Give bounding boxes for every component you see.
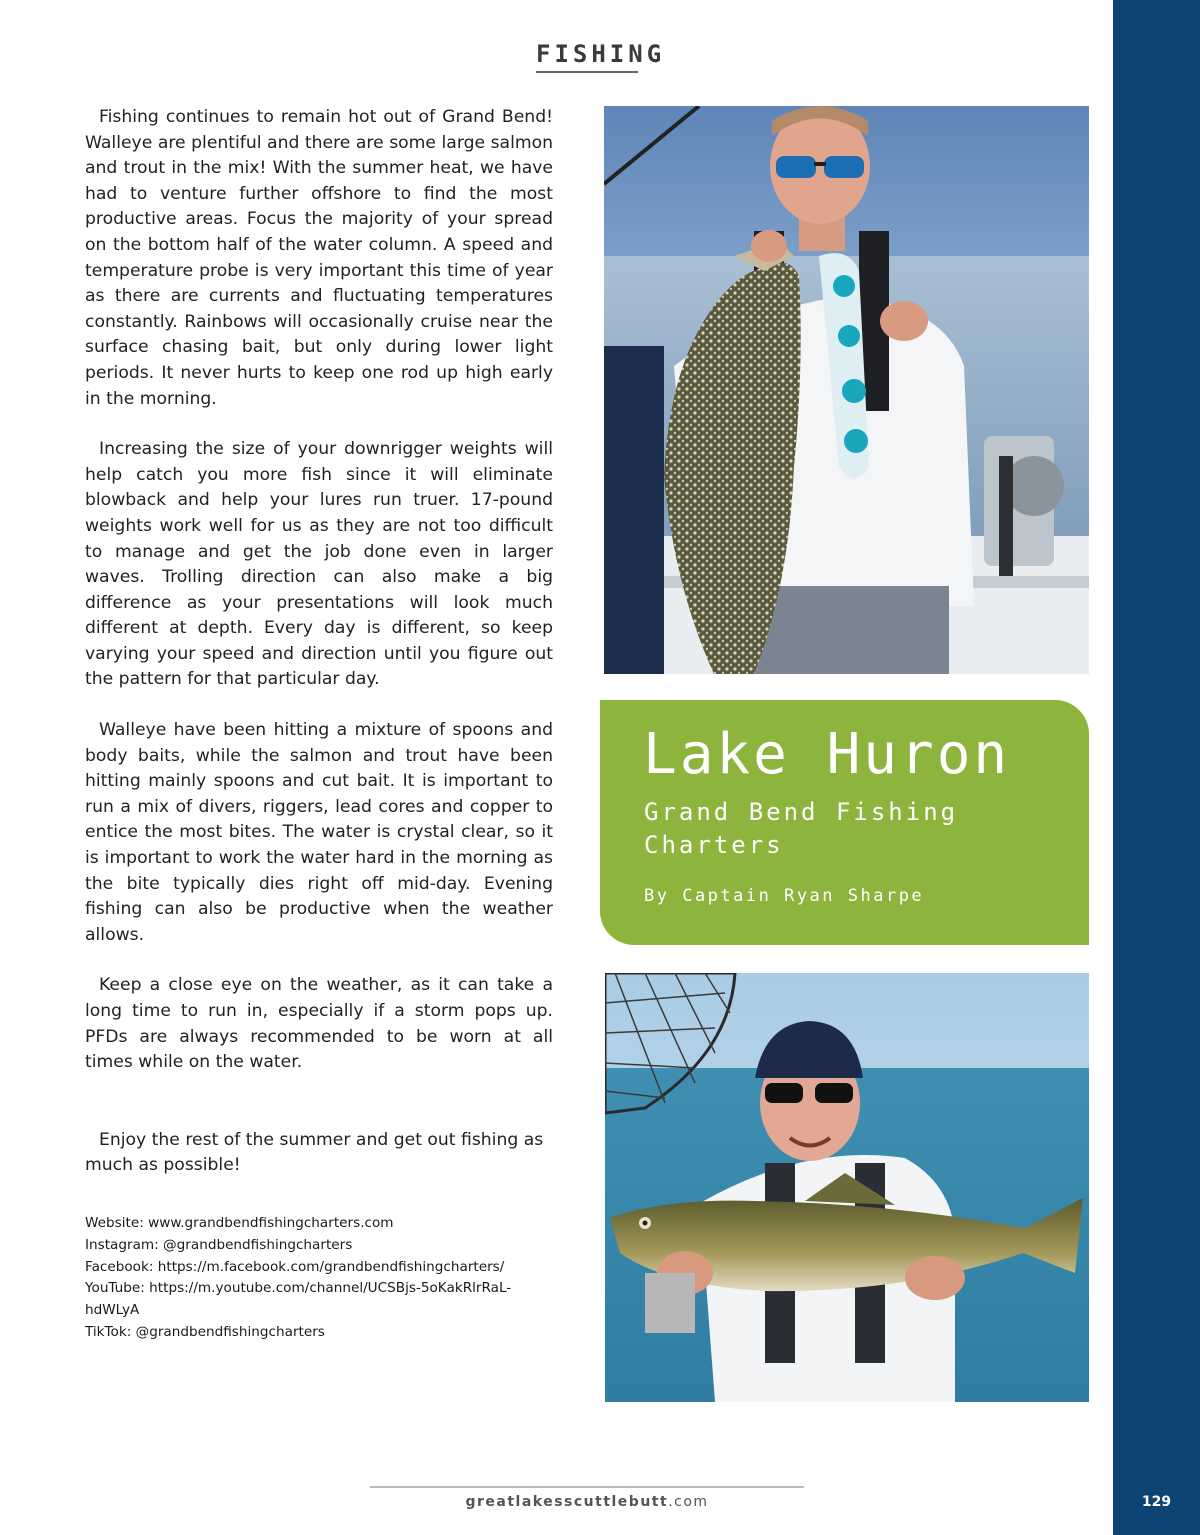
- photo-lake-trout: [604, 106, 1089, 674]
- tiktok-link[interactable]: TikTok: @grandbendfishingcharters: [85, 1323, 325, 1340]
- article-body: [85, 105, 553, 1179]
- article-byline: By Captain Ryan Sharpe: [644, 886, 925, 906]
- section-header: [536, 40, 666, 73]
- footer-site-name: greatlakesscuttlebutt: [465, 1494, 669, 1510]
- section-label: FISHING: [536, 40, 666, 68]
- photo-walleye: [605, 973, 1089, 1402]
- article-subtitle: Grand Bend Fishing Charters: [644, 798, 959, 859]
- article-paragraph: Fishing continues to remain hot out of Grand Bend! Walleye are plentiful and there are some large salmon and trout in the mix! With the summer heat, we have had to venture further offshore to find the most productive areas. Focus the majority of your spread on the bottom half of the water column. A speed and temperature probe is very important this time of year as there are currents and fluctuating temperatures constantly. Rainbows will occasionally cruise near the surface chasing bait, but only during lower light periods. It never hurts to keep one rod up high early in the morning.: [85, 107, 553, 409]
- instagram-link[interactable]: Instagram: @grandbendfishingcharters: [85, 1236, 353, 1253]
- footer-site-url[interactable]: [370, 1494, 804, 1510]
- contact-list: [85, 1213, 555, 1344]
- footer-site-tld: .com: [668, 1494, 709, 1510]
- article-title: Lake Huron: [643, 722, 1011, 787]
- title-card: [600, 700, 1089, 945]
- article-paragraph: Enjoy the rest of the summer and get out fishing as much as possible!: [85, 1129, 544, 1176]
- page-number: 129: [1141, 1494, 1172, 1510]
- facebook-link[interactable]: Facebook: https://m.facebook.com/grandbendfishingcharters/: [85, 1258, 505, 1275]
- website-link[interactable]: Website: www.grandbendfishingcharters.com: [85, 1215, 394, 1231]
- article-paragraph: Increasing the size of your downrigger weights will help catch you more fish since it will eliminate blowback and help your lures run truer. 17-pound weights work well for us as they are not too difficult to manage and get the job done even in larger waves. Trolling direction can also make a big difference as your presentations will look much different at depth. Every day is different, so keep varying your speed and direction until you figure out the pattern for that particular day.: [85, 439, 553, 690]
- footer-divider: [370, 1486, 804, 1488]
- side-color-band: [1113, 0, 1200, 1535]
- article-paragraph: Keep a close eye on the weather, as it can take a long time to run in, especially if a storm pops up. PFDs are always recommended to be worn at all times while on the water.: [85, 975, 553, 1073]
- section-underline: [536, 71, 638, 73]
- article-paragraph: Walleye have been hitting a mixture of spoons and body baits, while the salmon and trout have been hitting mainly spoons and cut bait. It is important to run a mix of divers, riggers, lead cores and copper to entice the most bites. The water is crystal clear, so it is important to work the water hard in the morning as the bite typically dies right off mid-day. Evening fishing can also be productive when the weather allows.: [85, 720, 553, 945]
- youtube-link[interactable]: YouTube: https://m.youtube.com/channel/UCSBjs-5oKakRlrRaL-hdWLyA: [85, 1280, 512, 1319]
